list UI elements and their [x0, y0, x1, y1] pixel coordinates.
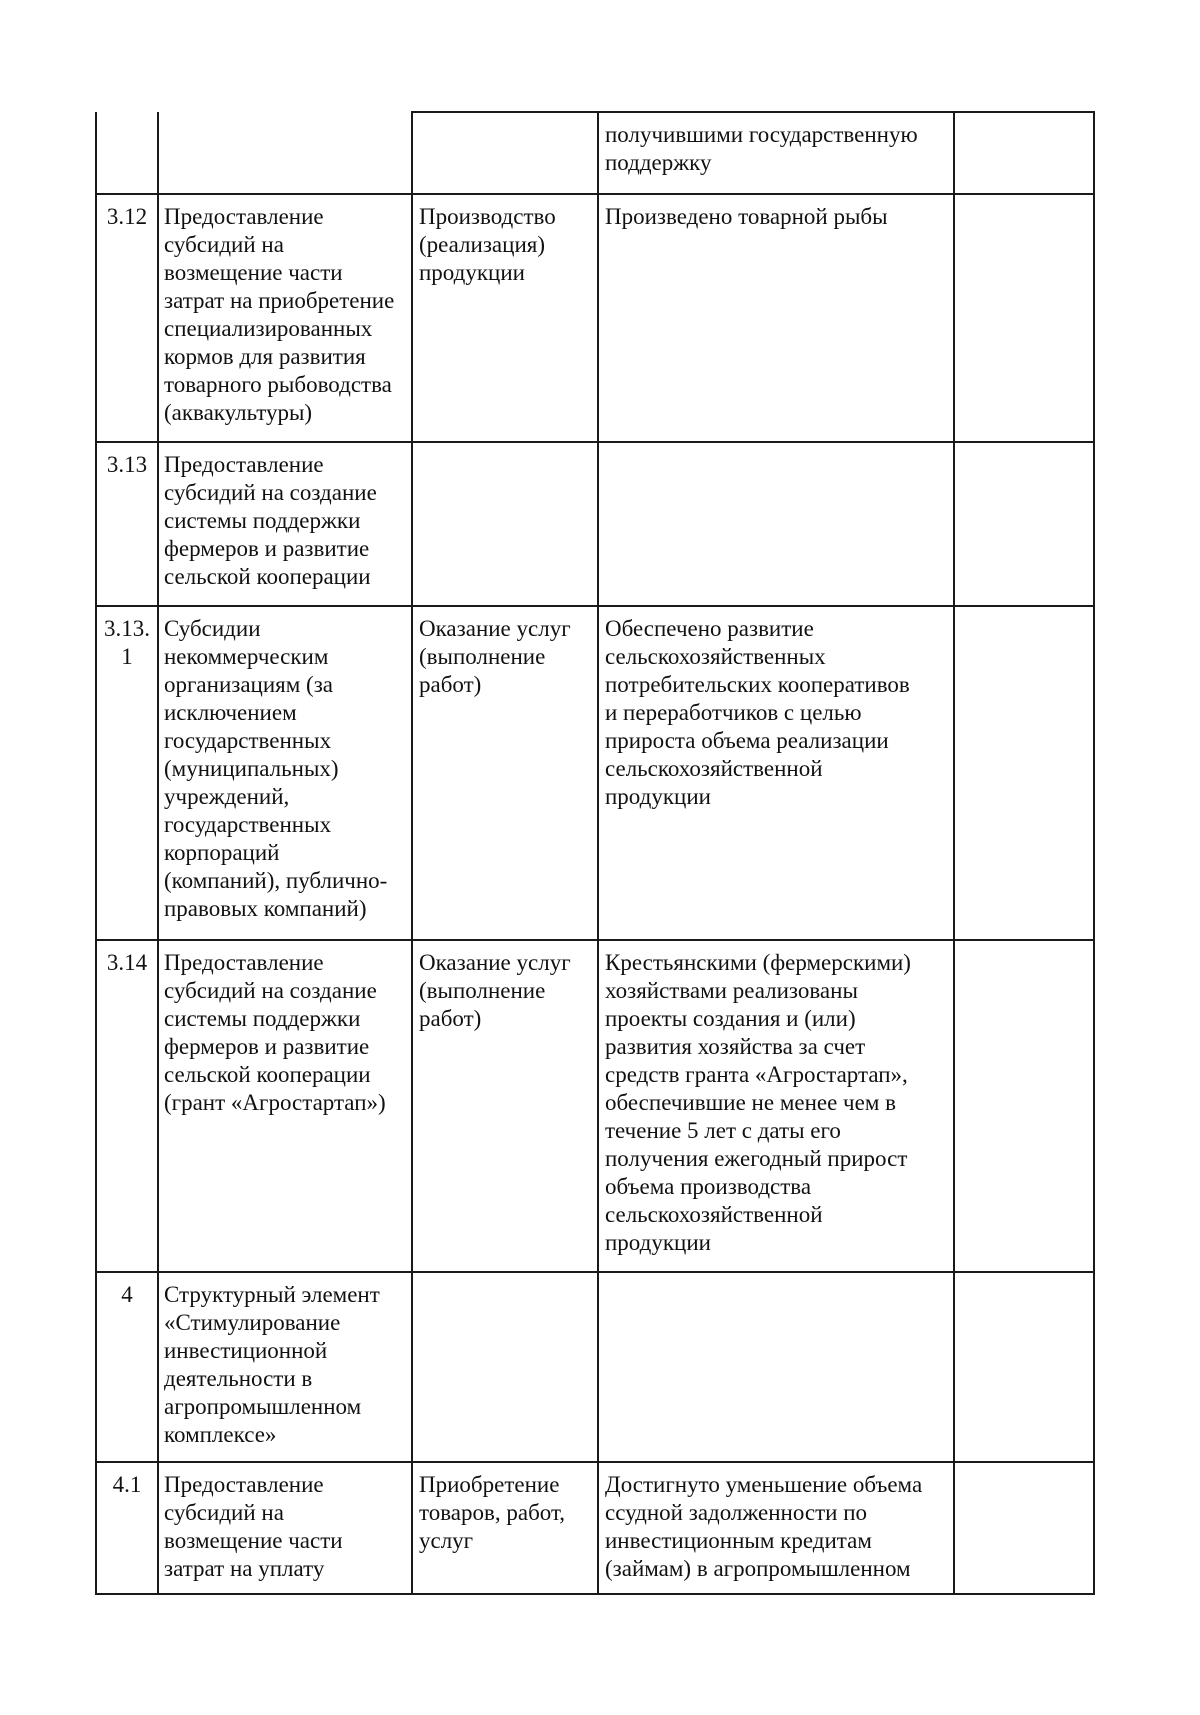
measure-name-cell: [158, 606, 412, 940]
result-text: Обеспечено развитие сельскохозяйственных потребительских кооперативов и переработчиков с целью прироста объема реализации сельскохозяйственной продукции: [605, 616, 910, 809]
result-cell: [598, 1462, 954, 1594]
measure-name: Структурный элемент «Стимулирование инвестиционной деятельности в агропромышленном комплексе»: [164, 1282, 380, 1447]
measure-type-cell: [412, 112, 598, 194]
table-row: [96, 194, 1094, 442]
measure-type-cell: [412, 1272, 598, 1462]
row-number: 3.14: [106, 950, 148, 975]
measure-name: Предоставление субсидий на возмещение части затрат на уплату: [164, 1472, 343, 1581]
row-number-cell: [96, 606, 158, 940]
measure-type: Производство (реализация) продукции: [419, 204, 556, 285]
result-text: Произведено товарной рыбы: [605, 204, 888, 229]
table-row: [96, 1462, 1094, 1594]
measure-name-cell: [158, 112, 412, 194]
row-number-cell: [96, 194, 158, 442]
measure-type-cell: [412, 940, 598, 1272]
result-cell: [598, 1272, 954, 1462]
result-text: получившими государственную поддержку: [605, 122, 918, 175]
result-cell: [598, 606, 954, 940]
row-number-cell: [96, 112, 158, 194]
empty-cell: [954, 940, 1094, 1272]
result-text: Крестьянскими (фермерскими) хозяйствами реализованы проекты создания и (или) развития хозяйства за счет средств гранта «Агростартап», обеспечившие не менее чем в течение 5 лет с даты его получения ежегодный прирост объема производства сельскохозяйственной продукции: [605, 950, 911, 1255]
row-number: 4.1: [112, 1472, 142, 1497]
row-number: 3.13. 1: [104, 616, 150, 669]
table-row: [96, 1272, 1094, 1462]
measure-type: Оказание услуг (выполнение работ): [419, 616, 571, 697]
table-row: [96, 112, 1094, 194]
row-number-cell: [96, 1462, 158, 1594]
measure-name: Предоставление субсидий на создание системы поддержки фермеров и развитие сельской кооперации (грант «Агростартап»): [164, 950, 386, 1115]
empty-cell: [954, 606, 1094, 940]
row-number-cell: [96, 442, 158, 606]
measure-type-cell: [412, 194, 598, 442]
measure-name: Предоставление субсидий на создание системы поддержки фермеров и развитие сельской кооперации: [164, 452, 377, 589]
result-cell: [598, 112, 954, 194]
empty-cell: [954, 1272, 1094, 1462]
measure-name: Субсидии некоммерческим организациям (за исключением государственных (муниципальных) учреждений, государственных корпораций (компаний), публично- правовых компаний): [164, 616, 388, 921]
result-cell: [598, 442, 954, 606]
measure-name-cell: [158, 194, 412, 442]
measure-type-cell: [412, 1462, 598, 1594]
table-row: [96, 606, 1094, 940]
empty-cell: [954, 1462, 1094, 1594]
measure-name-cell: [158, 1462, 412, 1594]
measures-table: [95, 111, 1095, 1595]
empty-cell: [954, 442, 1094, 606]
measure-name: Предоставление субсидий на возмещение части затрат на приобретение специализированных кормов для развития товарного рыбоводства (аквакультуры): [164, 204, 395, 425]
measure-name-cell: [158, 1272, 412, 1462]
measure-name-cell: [158, 442, 412, 606]
row-number-cell: [96, 940, 158, 1272]
measure-type-cell: [412, 606, 598, 940]
row-number-cell: [96, 1272, 158, 1462]
row-number: 3.13: [106, 452, 148, 477]
empty-cell: [954, 112, 1094, 194]
result-cell: [598, 940, 954, 1272]
measure-type: Приобретение товаров, работ, услуг: [419, 1472, 566, 1553]
table-row: [96, 442, 1094, 606]
measure-name-cell: [158, 940, 412, 1272]
result-cell: [598, 194, 954, 442]
row-number: 4: [121, 1282, 133, 1307]
row-number: 3.12: [106, 204, 148, 229]
result-text: Достигнуто уменьшение объема ссудной задолженности по инвестиционным кредитам (займам) в агропромышленном: [605, 1472, 923, 1581]
measure-type-cell: [412, 442, 598, 606]
measure-type: Оказание услуг (выполнение работ): [419, 950, 571, 1031]
table-row: [96, 940, 1094, 1272]
empty-cell: [954, 194, 1094, 442]
